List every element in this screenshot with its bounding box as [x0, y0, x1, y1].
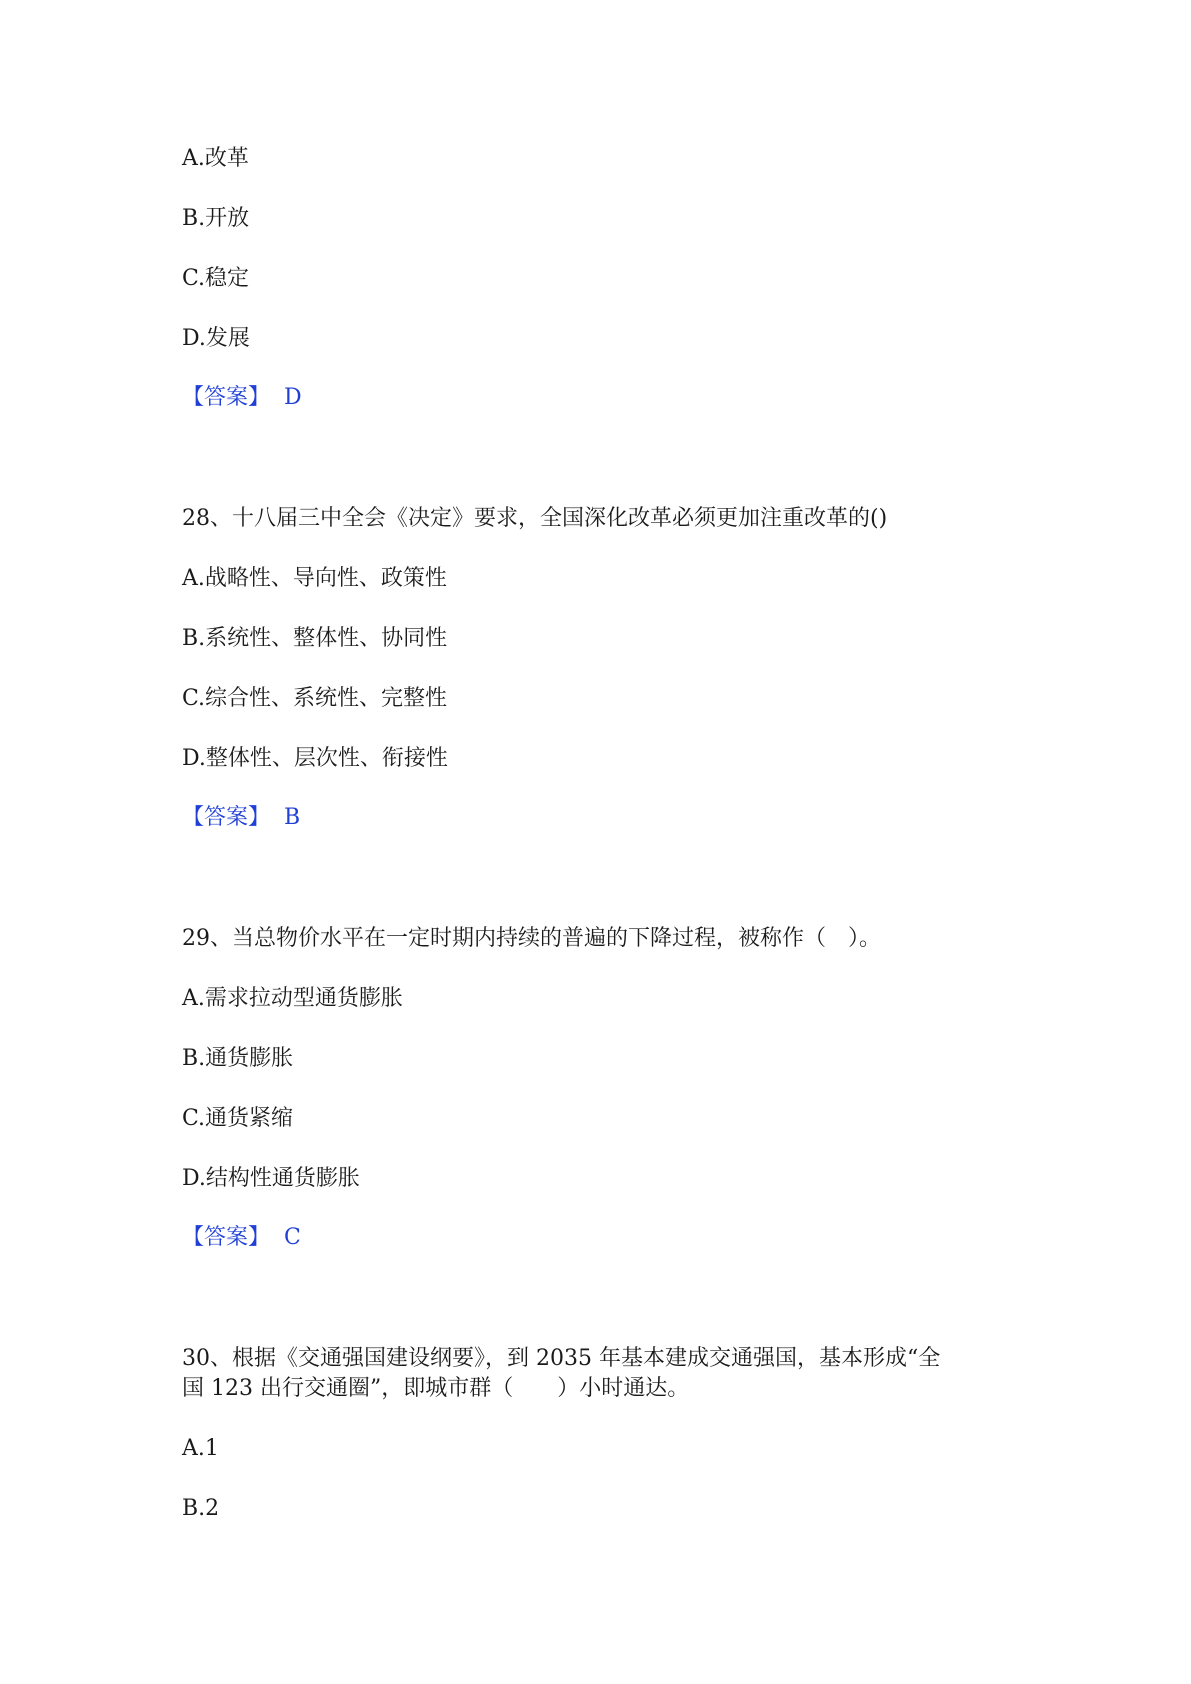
answer-value: D [284, 385, 302, 410]
q29-question: 29、当总物价水平在一定时期内持续的普遍的下降过程，被称作（ ）。 [182, 926, 881, 951]
q28-option-b: B.系统性、整体性、协同性 [182, 626, 448, 651]
q28-question: 28、十八届三中全会《决定》要求，全国深化改革必须更加注重改革的() [182, 506, 888, 531]
q28-option-a: A.战略性、导向性、政策性 [182, 566, 447, 591]
q30-option-b: B.2 [182, 1496, 220, 1521]
q27-option-d: D.发展 [182, 326, 250, 351]
q28-option-d: D.整体性、层次性、衔接性 [182, 746, 448, 771]
q27-option-b: B.开放 [182, 206, 250, 231]
q29-option-c: C.通货紧缩 [182, 1106, 294, 1131]
answer-value: B [284, 805, 301, 830]
q29-option-d: D.结构性通货膨胀 [182, 1166, 360, 1191]
q28-option-c: C.综合性、系统性、完整性 [182, 686, 448, 711]
answer-label: 【答案】 [182, 385, 271, 410]
q27-answer [182, 383, 302, 413]
q29-option-a: A.需求拉动型通货膨胀 [182, 986, 403, 1011]
q27-option-c: C.稳定 [182, 266, 250, 291]
q27-option-a: A.改革 [182, 146, 249, 171]
q30-option-a: A.1 [182, 1436, 219, 1461]
q30-question-line-1: 30、根据《交通强国建设纲要》，到 2035 年基本建成交通强国，基本形成“全 [182, 1346, 941, 1371]
answer-label: 【答案】 [182, 1225, 271, 1250]
q28-answer [182, 803, 300, 833]
q29-option-b: B.通货膨胀 [182, 1046, 294, 1071]
answer-label: 【答案】 [182, 805, 271, 830]
answer-value: C [284, 1225, 301, 1250]
q29-answer [182, 1223, 301, 1253]
q30-question-line-2: 国 123 出行交通圈”，即城市群（ ）小时通达。 [182, 1376, 690, 1401]
